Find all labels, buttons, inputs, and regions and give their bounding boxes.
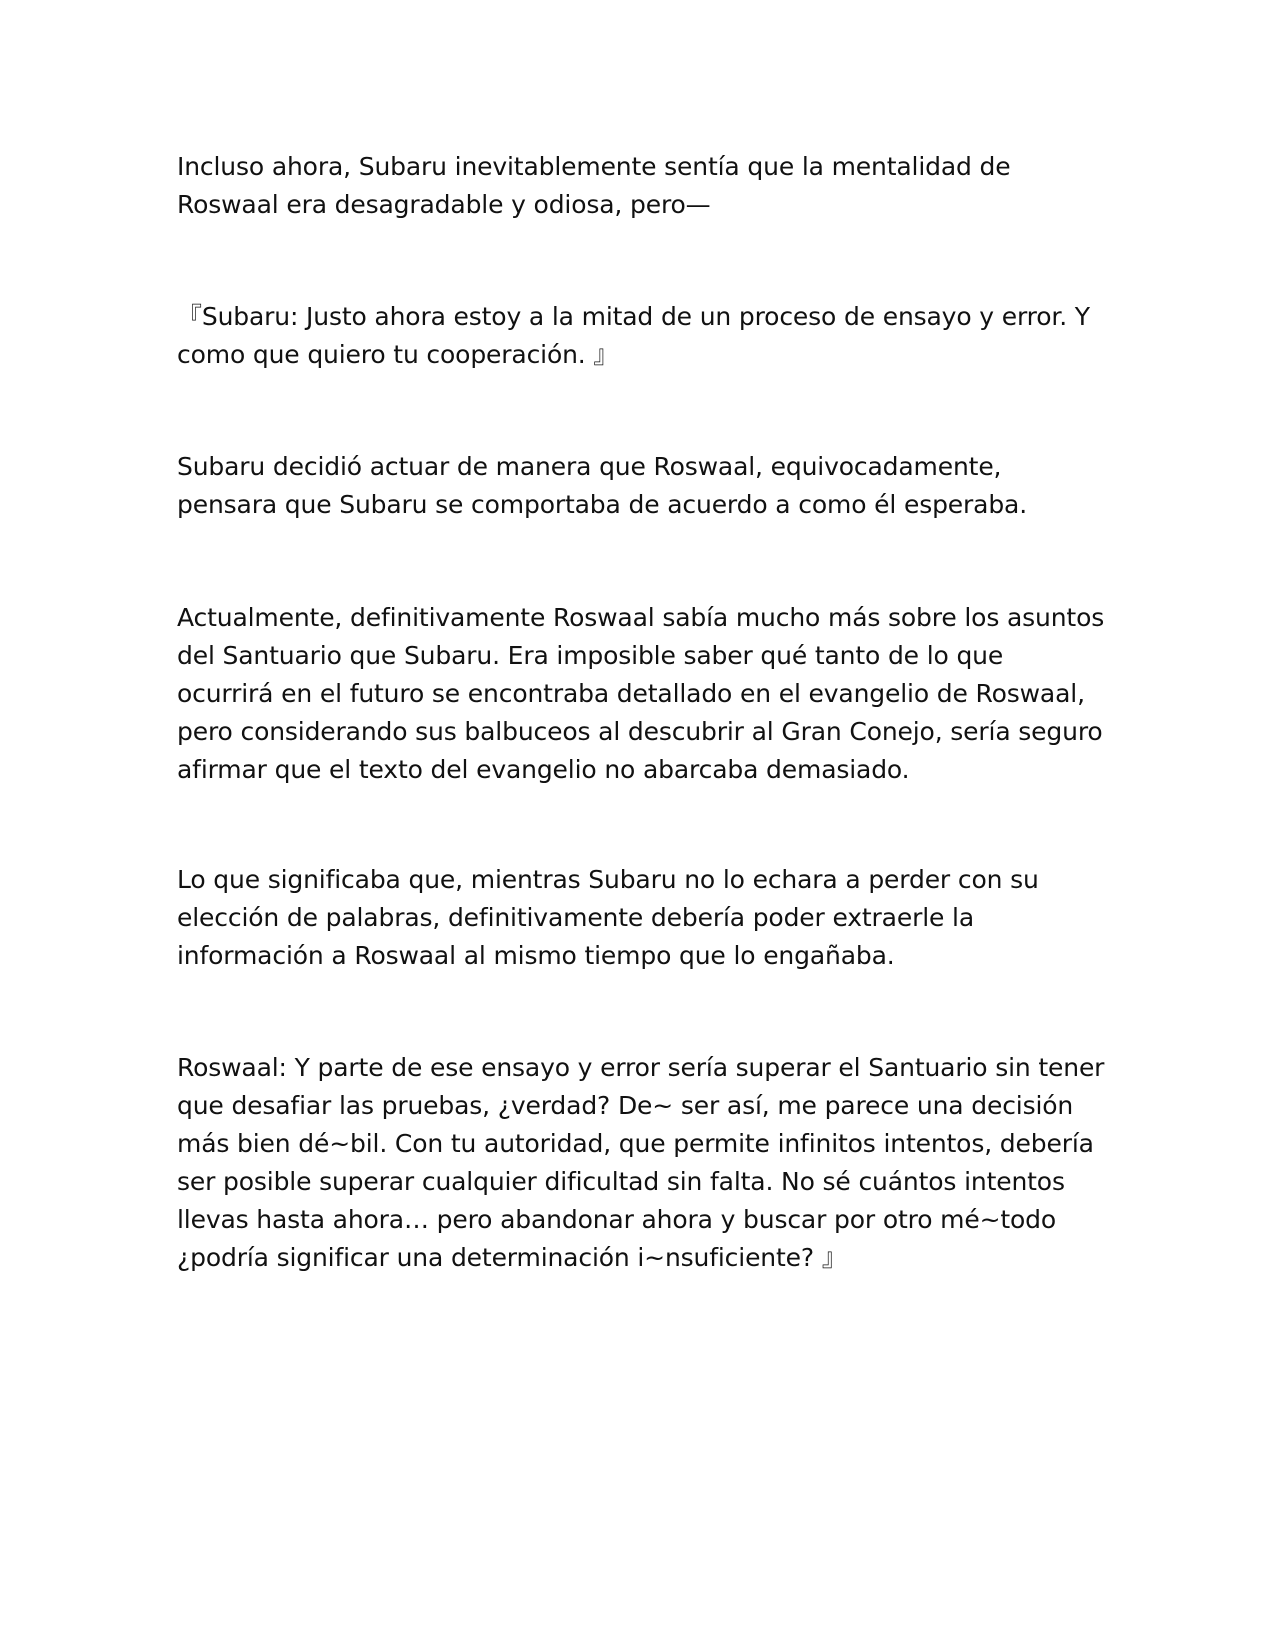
paragraph-narration-1: Incluso ahora, Subaru inevitablemente sentía que la mentalidad de Roswaal era desagradable y odiosa, pero— (177, 152, 1011, 219)
paragraph-narration-3: Actualmente, definitivamente Roswaal sabía mucho más sobre los asuntos del Santuario que Subaru. Era imposible saber qué tanto de lo que ocurrirá en el futuro se encontraba detallado en el evangelio de Roswaal, pero considerando sus balbuceos al descubrir al Gran Conejo, sería seguro afirmar que el texto del evangelio no abarcaba demasiado. (177, 603, 1105, 784)
paragraph-dialogue-subaru: 『Subaru: Justo ahora estoy a la mitad de un proceso de ensayo y error. Y como que quiero tu cooperación. 』 (177, 302, 1090, 369)
paragraph-narration-4: Lo que significaba que, mientras Subaru no lo echara a perder con su elección de palabras, definitivamente debería poder extraerle la información a Roswaal al mismo tiempo que lo engañaba. (177, 865, 1039, 970)
paragraph-dialogue-roswaal: Roswaal: Y parte de ese ensayo y error sería superar el Santuario sin tener que desafiar las pruebas, ¿verdad? De~ ser así, me parece una decisión más bien dé~bil. Con tu autoridad, que permite infinitos intentos, debería ser posible superar cualquier dificultad sin falta. No sé cuántos intentos llevas hasta ahora… pero abandonar ahora y buscar por otro mé~todo ¿podría significar una determinación i~nsuficiente? 』 (177, 1053, 1105, 1272)
paragraph-narration-2: Subaru decidió actuar de manera que Roswaal, equivocadamente, pensara que Subaru se comportaba de acuerdo a como él esperaba. (177, 452, 1027, 519)
